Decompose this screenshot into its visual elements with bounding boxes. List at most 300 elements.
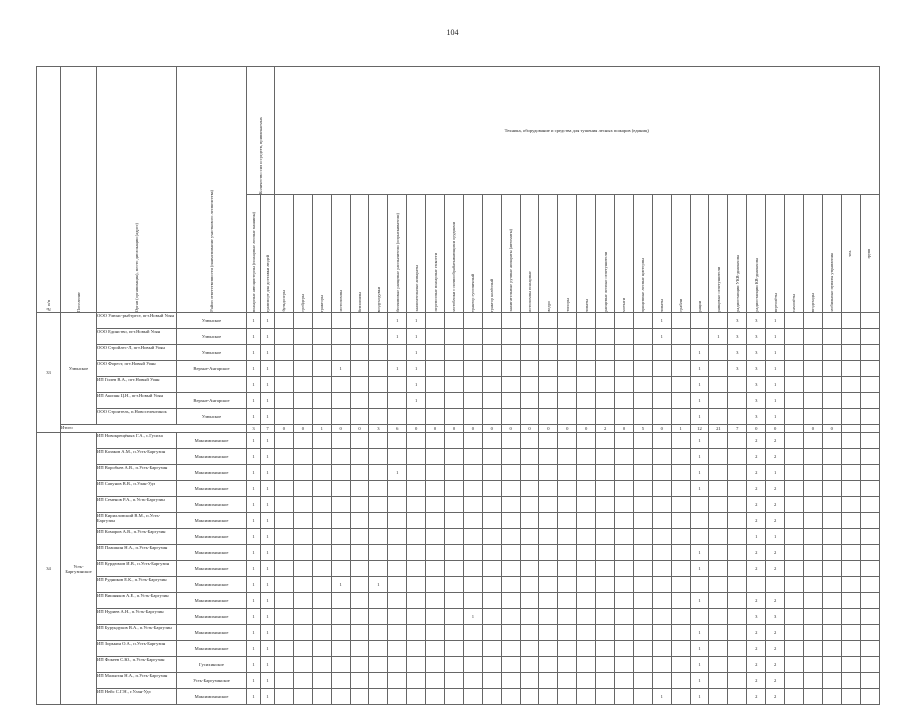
value-cell: 1 [247, 433, 261, 449]
value-cell [577, 545, 596, 561]
value-cell [709, 465, 728, 481]
value-cell [558, 497, 577, 513]
value-cell [728, 625, 747, 641]
value-cell [388, 593, 407, 609]
value-cell [407, 561, 426, 577]
header-tech-col: трактор гусеничный [463, 195, 482, 313]
value-cell [822, 657, 841, 673]
value-cell: 1 [690, 673, 709, 689]
value-cell: 1 [690, 593, 709, 609]
value-cell [860, 497, 879, 513]
value-cell [350, 409, 369, 425]
value-cell [388, 345, 407, 361]
total-value-cell: 0 [747, 425, 766, 433]
value-cell [841, 361, 860, 377]
value-cell [803, 689, 822, 705]
responsibility-area-cell: Улюнское [177, 329, 247, 345]
value-cell [822, 545, 841, 561]
value-cell [501, 657, 520, 673]
value-cell [350, 497, 369, 513]
value-cell [596, 361, 615, 377]
value-cell [501, 313, 520, 329]
value-cell [312, 465, 331, 481]
value-cell [747, 577, 766, 593]
value-cell: 1 [247, 409, 261, 425]
value-cell [841, 689, 860, 705]
header-tech-col: рации [690, 195, 709, 313]
value-cell: 1 [261, 577, 275, 593]
value-cell [803, 673, 822, 689]
organization-cell: ИП Нейс С.Г.Н., г.Улан-Удэ [97, 689, 177, 705]
value-cell [482, 609, 501, 625]
value-cell: 1 [247, 345, 261, 361]
value-cell [520, 481, 539, 497]
value-cell [633, 529, 652, 545]
value-cell [728, 465, 747, 481]
value-cell [501, 465, 520, 481]
value-cell [482, 625, 501, 641]
value-cell: 1 [261, 449, 275, 465]
total-value-cell: 7 [728, 425, 747, 433]
value-cell [369, 497, 388, 513]
header-tech-col: радиостанции УКВ-диапазона [728, 195, 747, 313]
value-cell: 2 [766, 561, 785, 577]
value-cell [633, 481, 652, 497]
value-cell: 1 [690, 545, 709, 561]
organization-cell: ИП Акопян Ц.Н., пгт.Новый Уоян [97, 393, 177, 409]
value-cell: 1 [407, 345, 426, 361]
value-cell [709, 641, 728, 657]
value-cell [860, 673, 879, 689]
value-cell [803, 361, 822, 377]
value-cell [671, 409, 690, 425]
value-cell [803, 657, 822, 673]
value-cell: 1 [261, 561, 275, 577]
value-cell: 1 [407, 377, 426, 393]
value-cell [841, 465, 860, 481]
value-cell [312, 513, 331, 529]
value-cell [803, 481, 822, 497]
value-cell [633, 641, 652, 657]
table-row [37, 497, 880, 513]
value-cell: 1 [407, 361, 426, 377]
value-cell: 2 [747, 641, 766, 657]
value-cell [501, 545, 520, 561]
value-cell [652, 377, 671, 393]
value-cell [275, 449, 294, 465]
value-cell [426, 657, 445, 673]
value-cell [539, 641, 558, 657]
value-cell [652, 449, 671, 465]
value-cell [577, 497, 596, 513]
value-cell [803, 393, 822, 409]
value-cell [312, 641, 331, 657]
value-cell [785, 329, 804, 345]
value-cell [275, 577, 294, 593]
responsibility-area-cell: Гусихинское [177, 657, 247, 673]
value-cell [558, 377, 577, 393]
value-cell [293, 409, 312, 425]
value-cell [841, 449, 860, 465]
value-cell [275, 409, 294, 425]
value-cell: 3 [728, 329, 747, 345]
table-row [37, 673, 880, 689]
header-tech-col: лопаты [577, 195, 596, 313]
value-cell [577, 313, 596, 329]
value-cell: 1 [331, 361, 350, 377]
value-cell [293, 657, 312, 673]
value-cell [369, 433, 388, 449]
value-cell [331, 609, 350, 625]
value-cell [501, 345, 520, 361]
value-cell [709, 313, 728, 329]
value-cell [728, 393, 747, 409]
value-cell [709, 497, 728, 513]
value-cell [520, 313, 539, 329]
header-tech-col: тракторы [312, 195, 331, 313]
value-cell [860, 513, 879, 529]
value-cell [671, 313, 690, 329]
value-cell [671, 657, 690, 673]
value-cell [350, 545, 369, 561]
value-cell [312, 561, 331, 577]
value-cell [350, 529, 369, 545]
value-cell: 1 [261, 513, 275, 529]
value-cell [615, 329, 634, 345]
value-cell [633, 361, 652, 377]
responsibility-area-cell: Максимихинское [177, 497, 247, 513]
value-cell [445, 377, 464, 393]
value-cell: 1 [247, 641, 261, 657]
value-cell [803, 497, 822, 513]
value-cell [615, 377, 634, 393]
value-cell [312, 529, 331, 545]
value-cell [841, 433, 860, 449]
value-cell [841, 545, 860, 561]
value-cell [596, 377, 615, 393]
value-cell [520, 593, 539, 609]
value-cell [426, 361, 445, 377]
value-cell [709, 577, 728, 593]
value-cell [388, 393, 407, 409]
value-cell [501, 689, 520, 705]
value-cell [841, 481, 860, 497]
value-cell [407, 529, 426, 545]
value-cell [539, 657, 558, 673]
value-cell [482, 433, 501, 449]
value-cell: 1 [261, 345, 275, 361]
value-cell [690, 577, 709, 593]
value-cell [445, 577, 464, 593]
value-cell [445, 313, 464, 329]
header-tech-col: ведро [539, 195, 558, 313]
table-row [37, 689, 880, 705]
value-cell: 1 [766, 529, 785, 545]
value-cell [652, 529, 671, 545]
table-row [37, 513, 880, 529]
value-cell [520, 361, 539, 377]
value-cell [803, 449, 822, 465]
value-cell [426, 409, 445, 425]
value-cell [709, 481, 728, 497]
value-cell [407, 657, 426, 673]
value-cell [671, 449, 690, 465]
value-cell [652, 673, 671, 689]
value-cell [558, 481, 577, 497]
value-cell [388, 545, 407, 561]
responsibility-area-cell: Максимихинское [177, 593, 247, 609]
value-cell: 2 [747, 689, 766, 705]
value-cell [369, 481, 388, 497]
value-cell [822, 449, 841, 465]
header-org: Орган (организация), место дислокации (адрес) [97, 67, 177, 313]
value-cell [709, 513, 728, 529]
value-cell [652, 593, 671, 609]
value-cell: 1 [247, 593, 261, 609]
value-cell [860, 593, 879, 609]
value-cell [539, 433, 558, 449]
value-cell [293, 313, 312, 329]
value-cell [690, 497, 709, 513]
value-cell [596, 465, 615, 481]
value-cell [312, 609, 331, 625]
value-cell [709, 377, 728, 393]
value-cell [822, 625, 841, 641]
value-cell [803, 313, 822, 329]
value-cell [860, 577, 879, 593]
value-cell [463, 313, 482, 329]
value-cell [350, 393, 369, 409]
value-cell [577, 593, 596, 609]
total-value-cell: 0 [463, 425, 482, 433]
organization-cell: ИП Новокрещёных Г.А., с.Гусиха [97, 433, 177, 449]
value-cell [426, 377, 445, 393]
header-tech-col: вертолёты [766, 195, 785, 313]
organization-cell: ИП Курдюмов И.В., п.Усть-Баргузин [97, 561, 177, 577]
value-cell [652, 641, 671, 657]
value-cell [841, 561, 860, 577]
value-cell [482, 497, 501, 513]
value-cell: 3 [747, 377, 766, 393]
value-cell [275, 625, 294, 641]
value-cell [860, 345, 879, 361]
value-cell [482, 449, 501, 465]
responsibility-area-cell: Максимихинское [177, 449, 247, 465]
value-cell [615, 449, 634, 465]
responsibility-area-cell: Максимихинское [177, 689, 247, 705]
responsibility-area-cell: Максимихинское [177, 609, 247, 625]
value-cell [652, 577, 671, 593]
value-cell [652, 393, 671, 409]
value-cell [841, 673, 860, 689]
value-cell [445, 673, 464, 689]
table-row [37, 641, 880, 657]
value-cell [671, 609, 690, 625]
header-tech-col: трактор колёсный [482, 195, 501, 313]
value-cell [350, 329, 369, 345]
value-cell [841, 313, 860, 329]
total-label: Итого [61, 425, 247, 433]
value-cell [615, 313, 634, 329]
value-cell [275, 641, 294, 657]
value-cell [501, 561, 520, 577]
total-value-cell: 0 [445, 425, 464, 433]
value-cell [860, 409, 879, 425]
value-cell [615, 625, 634, 641]
value-cell [803, 529, 822, 545]
value-cell [463, 689, 482, 705]
value-cell [407, 409, 426, 425]
value-cell [558, 393, 577, 409]
total-value-cell: 0 [539, 425, 558, 433]
value-cell [577, 657, 596, 673]
value-cell [293, 433, 312, 449]
value-cell [350, 361, 369, 377]
value-cell: 1 [690, 361, 709, 377]
value-cell [766, 577, 785, 593]
value-cell [275, 481, 294, 497]
value-cell: 2 [766, 625, 785, 641]
value-cell [577, 577, 596, 593]
value-cell [407, 625, 426, 641]
value-cell [426, 481, 445, 497]
value-cell [293, 593, 312, 609]
value-cell [841, 593, 860, 609]
value-cell [577, 689, 596, 705]
value-cell: 1 [766, 361, 785, 377]
value-cell [539, 377, 558, 393]
value-cell [728, 577, 747, 593]
value-cell [709, 345, 728, 361]
value-cell [539, 625, 558, 641]
value-cell [482, 561, 501, 577]
value-cell [388, 561, 407, 577]
value-cell [633, 377, 652, 393]
value-cell: 1 [247, 449, 261, 465]
value-cell [539, 345, 558, 361]
value-cell: 1 [261, 393, 275, 409]
value-cell: 1 [766, 313, 785, 329]
responsibility-area-cell: Верхне-Ангарское [177, 393, 247, 409]
value-cell [463, 545, 482, 561]
value-cell [501, 393, 520, 409]
value-cell: 1 [690, 641, 709, 657]
table-row [37, 313, 880, 329]
value-cell [785, 313, 804, 329]
organization-cell: ИП Кирилловский В.М., п.Усть-Баргузин [97, 513, 177, 529]
value-cell [407, 577, 426, 593]
value-cell [860, 449, 879, 465]
value-cell: 2 [747, 497, 766, 513]
value-cell [633, 449, 652, 465]
value-cell [860, 561, 879, 577]
value-cell [501, 641, 520, 657]
header-tech-col: воздуходувки [369, 195, 388, 313]
value-cell [482, 529, 501, 545]
value-cell [350, 577, 369, 593]
value-cell [501, 409, 520, 425]
value-cell: 1 [247, 497, 261, 513]
value-cell [803, 329, 822, 345]
value-cell [520, 641, 539, 657]
value-cell [482, 329, 501, 345]
total-value-cell [841, 425, 860, 433]
value-cell [407, 481, 426, 497]
value-cell: 1 [247, 313, 261, 329]
header-tech-col: грабли [671, 195, 690, 313]
row-number: 33 [37, 313, 61, 433]
total-value-cell: 6 [388, 425, 407, 433]
value-cell [615, 513, 634, 529]
value-cell [426, 641, 445, 657]
value-cell [633, 313, 652, 329]
value-cell [728, 433, 747, 449]
value-cell [822, 465, 841, 481]
value-cell: 3 [747, 409, 766, 425]
value-cell [709, 561, 728, 577]
value-cell [633, 345, 652, 361]
value-cell [841, 377, 860, 393]
value-cell: 3 [747, 609, 766, 625]
value-cell [369, 673, 388, 689]
value-cell [822, 513, 841, 529]
value-cell [350, 433, 369, 449]
value-cell: 1 [247, 361, 261, 377]
value-cell [539, 561, 558, 577]
organization-cell: ООО Стройлес-Л, пгт.Новый Уоян [97, 345, 177, 361]
value-cell [388, 481, 407, 497]
value-cell [633, 577, 652, 593]
header-tech-col: мотопомпы [331, 195, 350, 313]
value-cell [615, 481, 634, 497]
value-cell [426, 545, 445, 561]
value-cell [596, 673, 615, 689]
value-cell [671, 345, 690, 361]
value-cell [275, 377, 294, 393]
value-cell [312, 577, 331, 593]
value-cell: 1 [247, 561, 261, 577]
value-cell [709, 393, 728, 409]
value-cell [426, 561, 445, 577]
organization-cell: ИП Бурундуков В.А., п.Усть-Баргузин [97, 625, 177, 641]
value-cell [350, 561, 369, 577]
value-cell [860, 465, 879, 481]
value-cell: 1 [690, 561, 709, 577]
value-cell [803, 545, 822, 561]
value-cell: 1 [261, 529, 275, 545]
value-cell [312, 393, 331, 409]
value-cell: 1 [247, 377, 261, 393]
value-cell [350, 513, 369, 529]
organization-cell: ИП Зорькин О.А., п.Усть-Баргузин [97, 641, 177, 657]
value-cell [690, 529, 709, 545]
total-value-cell: 0 [331, 425, 350, 433]
value-cell [615, 529, 634, 545]
value-cell [709, 673, 728, 689]
value-cell [709, 433, 728, 449]
value-cell [596, 481, 615, 497]
value-cell: 1 [247, 689, 261, 705]
value-cell [615, 673, 634, 689]
value-cell [482, 577, 501, 593]
value-cell: 3 [728, 313, 747, 329]
value-cell [445, 393, 464, 409]
value-cell [785, 529, 804, 545]
value-cell [275, 497, 294, 513]
value-cell [312, 449, 331, 465]
value-cell [596, 313, 615, 329]
value-cell [445, 641, 464, 657]
